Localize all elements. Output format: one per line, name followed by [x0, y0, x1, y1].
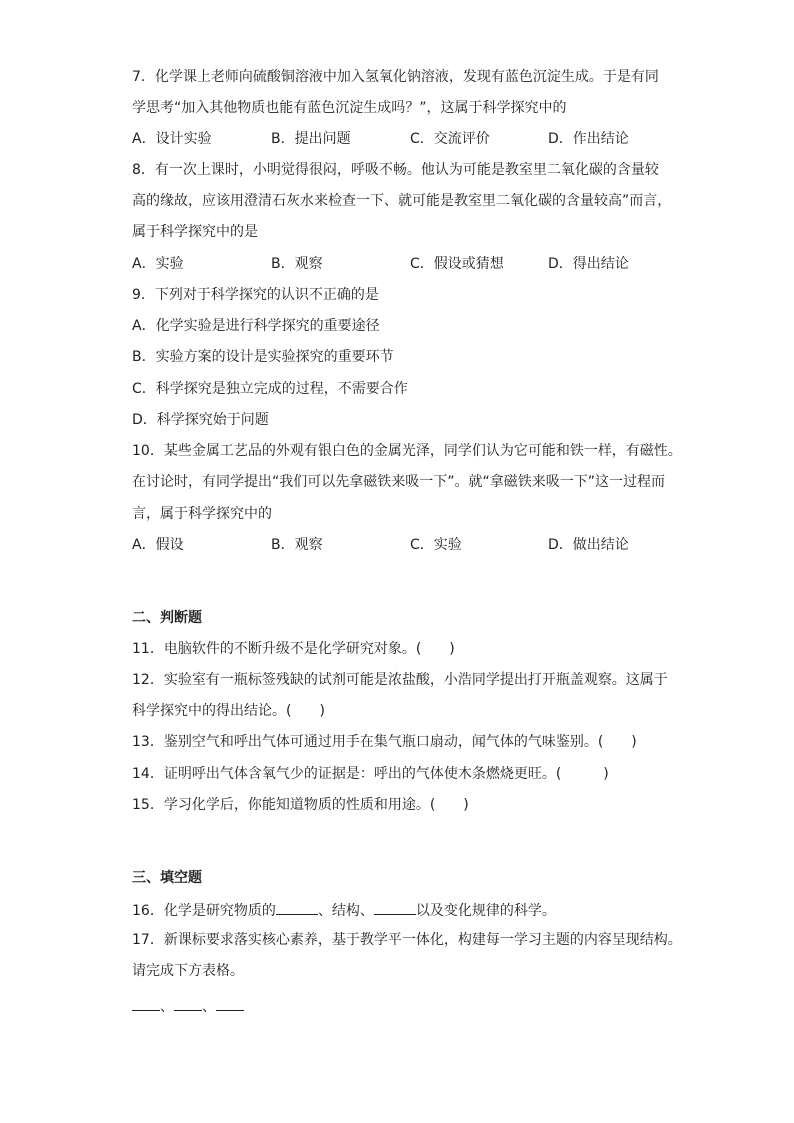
q12-line1: 12．实验室有一瓶标签残缺的试剂可能是浓盐酸，小浩同学提出打开瓶盖观察。这属于 — [132, 672, 668, 688]
q10-option-b: B．观察 — [271, 537, 323, 553]
q8-option-c: C．假设或猜想 — [410, 256, 504, 272]
q11: 11．电脑软件的不断升级不是化学研究对象。( ) — [132, 641, 455, 657]
q9-option-d: D．科学探究始于问题 — [132, 412, 269, 428]
q17-blank-3[interactable] — [216, 996, 244, 1011]
q16-text-c: 以及变化规律的科学。 — [415, 903, 556, 919]
q16-blank-2[interactable] — [374, 900, 416, 915]
q12-line2: 科学探究中的得出结论。( ) — [132, 703, 325, 719]
q17-separator: 、 — [160, 999, 174, 1015]
section-2-title: 二、判断题 — [132, 610, 202, 626]
q16-blank-1[interactable] — [276, 900, 318, 915]
q8-line3: 属于科学探究中的是 — [132, 224, 258, 240]
q7-option-d: D．作出结论 — [548, 131, 629, 147]
q9-option-b: B．实验方案的设计是实验探究的重要环节 — [132, 349, 394, 365]
q7-option-a: A．设计实验 — [132, 131, 212, 147]
q15: 15．学习化学后，你能知道物质的性质和用途。( ) — [132, 797, 469, 813]
q10-option-c: C．实验 — [410, 537, 462, 553]
q10-option-d: D．做出结论 — [548, 537, 629, 553]
q17-blanks — [132, 996, 244, 1016]
q8-option-b: B．观察 — [271, 256, 323, 272]
q9-option-c: C．科学探究是独立完成的过程，不需要合作 — [132, 381, 408, 397]
q10-option-a: A．假设 — [132, 537, 184, 553]
q17-line2: 请完成下方表格。 — [132, 963, 244, 979]
q7-line2: 学思考“加入其他物质也能有蓝色沉淀生成吗？”，这属于科学探究中的 — [132, 100, 567, 116]
q8-option-d: D．得出结论 — [548, 256, 629, 272]
q14: 14．证明呼出气体含氧气少的证据是：呼出的气体使木条燃烧更旺。( ) — [132, 766, 609, 782]
q17-blank-2[interactable] — [174, 996, 202, 1011]
q16-text-a: 16．化学是研究物质的 — [132, 903, 276, 919]
q9-line1: 9．下列对于科学探究的认识不正确的是 — [132, 287, 379, 303]
q10-line1: 10．某些金属工艺品的外观有银白色的金属光泽，同学们认为它可能和铁一样，有磁性。 — [132, 443, 682, 459]
q17-separator: 、 — [202, 999, 216, 1015]
q8-line1: 8．有一次上课时，小明觉得很闷，呼吸不畅。他认为可能是教室里二氧化碳的含量较 — [132, 162, 659, 178]
q13: 13．鉴别空气和呼出气体可通过用手在集气瓶口扇动，闻气体的气味鉴别。( ) — [132, 734, 637, 750]
q7-option-b: B．提出问题 — [271, 131, 351, 147]
q16 — [132, 900, 556, 920]
q10-line2: 在讨论时，有同学提出“我们可以先拿磁铁来吸一下”。就“拿磁铁来吸一下”这一过程而 — [132, 474, 666, 490]
q9-option-a: A．化学实验是进行科学探究的重要途径 — [132, 318, 380, 334]
q17-blank-1[interactable] — [132, 996, 160, 1011]
q16-text-b: 、结构、 — [317, 903, 374, 919]
q7-line1: 7．化学课上老师向硫酸铜溶液中加入氢氧化钠溶液，发现有蓝色沉淀生成。于是有同 — [132, 69, 659, 85]
q8-option-a: A．实验 — [132, 256, 184, 272]
q7-option-c: C．交流评价 — [410, 131, 490, 147]
q17-line1: 17．新课标要求落实核心素养，基于教学平一体化，构建每一学习主题的内容呈现结构。 — [132, 932, 682, 948]
q10-line3: 言，属于科学探究中的 — [132, 506, 272, 522]
section-3-title: 三、填空题 — [132, 870, 202, 886]
q8-line2: 高的缘故，应该用澄清石灰水来检查一下、就可能是教室里二氧化碳的含量较高”而言， — [132, 193, 672, 209]
